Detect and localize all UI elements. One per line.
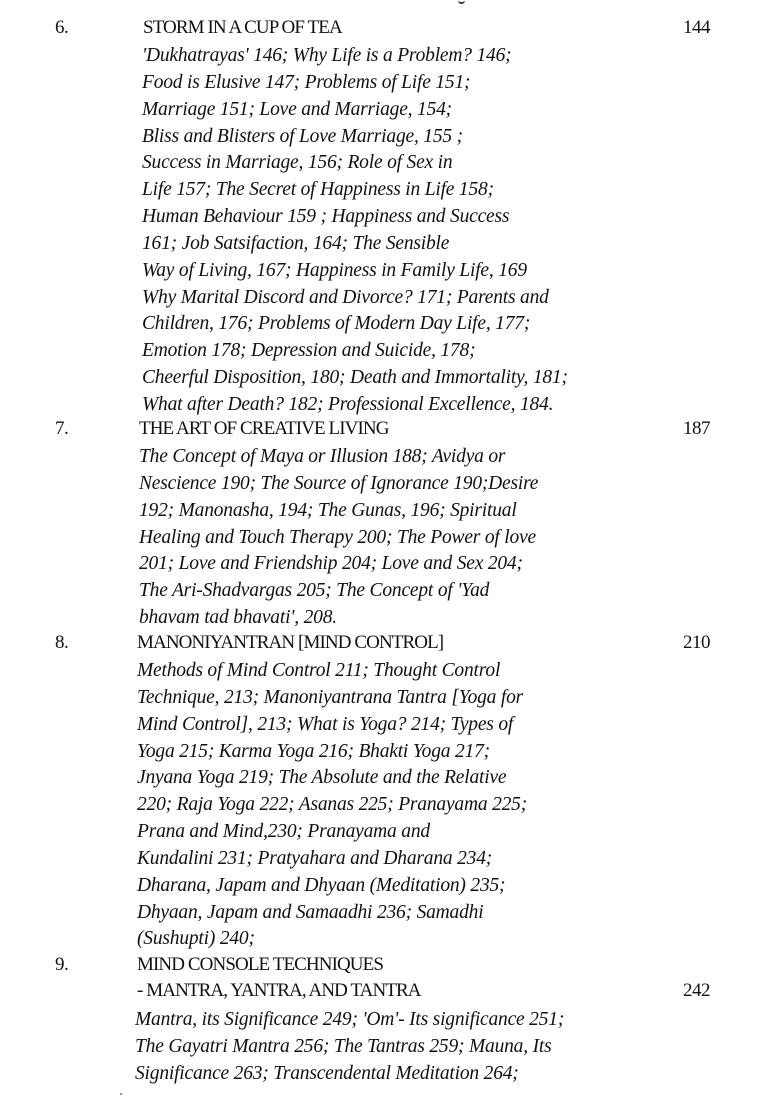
scan-speck: [120, 1093, 122, 1095]
subtopic-line: 161; Job Satsifaction, 164; The Sensible: [142, 232, 450, 254]
subtopic-line: Methods of Mind Control 211; Thought Control: [137, 660, 501, 681]
subtopic-line: Emotion 178; Depression and Suicide, 178;: [142, 340, 476, 362]
subtopic-line: The Concept of Maya or Illusion 188; Avidya or: [139, 446, 506, 467]
subtopic-line: Dharana, Japam and Dhyaan (Meditation) 235;: [137, 874, 506, 896]
subtopic-line: The Gayatri Mantra 256; The Tantras 259; Mauna, Its: [135, 1035, 552, 1057]
chapter-number: 7.: [55, 418, 69, 439]
chapter-page-number: 187: [683, 418, 710, 439]
subtopics: [135, 1007, 564, 1088]
chapter-page-number: 210: [683, 632, 710, 653]
subtopic-line: Success in Marriage, 156; Role of Sex in: [142, 152, 453, 174]
subtopic-line: Children, 176; Problems of Modern Day Life, 177;: [142, 313, 531, 335]
subtopic-line: (Sushupti) 240;: [137, 928, 255, 950]
subtopic-line: 'Dukhatrayas' 146; Why Life is a Problem? 146;: [142, 45, 512, 66]
subtopic-line: Life 157; The Secret of Happiness in Life 158;: [142, 179, 494, 201]
chapter-title: STORM IN A CUP OF TEA: [143, 17, 342, 38]
subtopic-line: 220; Raja Yoga 222; Asanas 225; Pranayama 225;: [137, 794, 528, 816]
subtopic-line: Dhyaan, Japam and Samaadhi 236; Samadhi: [137, 901, 484, 923]
subtopic-line: Mantra, its Significance 249; 'Om'- Its significance 251;: [135, 1009, 565, 1030]
subtopic-line: Way of Living, 167; Happiness in Family Life, 169: [142, 259, 527, 281]
chapter-page-number: 144: [683, 17, 710, 38]
subtopics: [139, 444, 538, 632]
subtopic-line: Marriage 151; Love and Marriage, 154;: [142, 98, 452, 120]
chapter-title: THE ART OF CREATIVE LIVING: [139, 418, 389, 439]
cropped-text-fragment: [458, 0, 465, 4]
subtopics: [137, 658, 527, 953]
chapter-title: MIND CONSOLE TECHNIQUES: [137, 954, 384, 975]
subtopic-line: What after Death? 182; Professional Excellence, 184.: [142, 393, 554, 415]
subtopic-line: Yoga 215; Karma Yoga 216; Bhakti Yoga 217;: [137, 740, 490, 762]
chapter-number: 8.: [55, 632, 69, 653]
chapter-subtitle: - MANTRA, YANTRA, AND TANTRA: [137, 980, 421, 1001]
subtopic-line: 192; Manonasha, 194; The Gunas, 196; Spiritual: [139, 499, 517, 521]
subtopic-line: The Ari-Shadvargas 205; The Concept of 'Yad: [139, 580, 490, 602]
subtopic-line: Food is Elusive 147; Problems of Life 151;: [142, 71, 471, 93]
subtopic-line: Kundalini 231; Pratyahara and Dharana 234;: [137, 847, 493, 869]
chapter-number: 9.: [55, 954, 69, 975]
subtopic-line: 201; Love and Friendship 204; Love and Sex 204;: [139, 553, 523, 575]
subtopic-line: Significance 263; Transcendental Meditation 264;: [135, 1062, 519, 1084]
subtopic-line: Human Behaviour 159 ; Happiness and Success: [142, 206, 510, 228]
subtopics: [142, 43, 568, 419]
subtopic-line: Technique, 213; Manoniyantrana Tantra [Yoga for: [137, 686, 524, 708]
subtopic-line: Prana and Mind,230; Pranayama and: [137, 821, 430, 843]
subtopic-line: Jnyana Yoga 219; The Absolute and the Relative: [137, 767, 507, 789]
subtopic-line: Bliss and Blisters of Love Marriage, 155 ;: [142, 125, 463, 147]
chapter-title: MANONIYANTRAN [MIND CONTROL]: [137, 632, 444, 653]
subtopic-line: Why Marital Discord and Divorce? 171; Parents and: [142, 286, 549, 308]
subtopic-line: bhavam tad bhavati', 208.: [139, 607, 337, 629]
subtopic-line: Mind Control], 213; What is Yoga? 214; Types of: [137, 713, 514, 735]
subtopic-line: Nescience 190; The Source of Ignorance 190;Desire: [139, 472, 539, 494]
subtopic-line: Healing and Touch Therapy 200; The Power of love: [139, 526, 536, 548]
chapter-page-number: 242: [683, 980, 710, 1001]
subtopic-line: Cheerful Disposition, 180; Death and Immortality, 181;: [142, 367, 568, 389]
chapter-number: 6.: [55, 17, 69, 38]
